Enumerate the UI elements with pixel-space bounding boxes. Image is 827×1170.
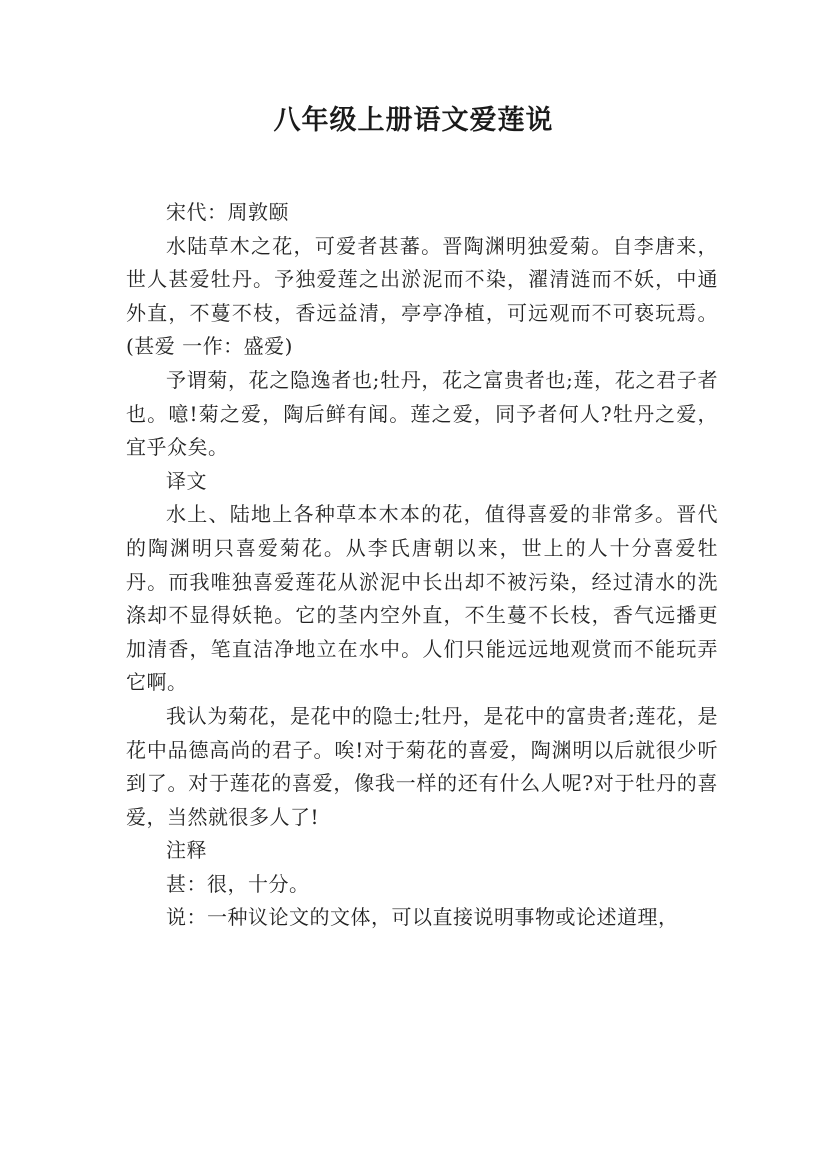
document-body [126, 196, 718, 935]
translation-paragraph-1: 水上、陆地上各种草本木本的花，值得喜爱的非常多。晋代的陶渊明只喜爱菊花。从李氏唐朝以来，世上的人十分喜爱牡丹。而我唯独喜爱莲花从淤泥中长出却不被污染，经过清水的洗涤却不显得妖艳。它的茎内空外直，不生蔓不长枝，香气远播更加清香，笔直洁净地立在水中。人们只能远远地观赏而不能玩弄它啊。 [126, 502, 718, 695]
translation-heading: 译文 [166, 468, 207, 493]
note-item-1: 甚：很，十分。 [166, 871, 310, 896]
original-paragraph-1: 水陆草木之花，可爱者甚蕃。晋陶渊明独爱菊。自李唐来，世人甚爱牡丹。予独爱莲之出淤泥而不染，濯清涟而不妖，中通外直，不蔓不枝，香远益清，亭亭净植，可远观而不可亵玩焉。(甚爱 一作：盛爱) [126, 233, 718, 359]
original-paragraph-2: 予谓菊，花之隐逸者也;牡丹，花之富贵者也;莲，花之君子者也。噫!菊之爱，陶后鲜有闻。莲之爱，同予者何人?牡丹之爱，宜乎众矣。 [126, 367, 718, 460]
page-title: 八年级上册语文爱莲说 [273, 105, 554, 136]
note-item-2: 说：一种议论文的文体，可以直接说明事物或论述道理， [166, 905, 679, 930]
notes-heading: 注释 [166, 838, 207, 863]
author-line: 宋代：周敦颐 [166, 200, 289, 224]
translation-paragraph-2: 我认为菊花，是花中的隐士;牡丹，是花中的富贵者;莲花，是花中品德高尚的君子。唉!对于菊花的喜爱，陶渊明以后就很少听到了。对于莲花的喜爱，像我一样的还有什么人呢?对于牡丹的喜爱，当然就很多人了! [126, 703, 718, 829]
